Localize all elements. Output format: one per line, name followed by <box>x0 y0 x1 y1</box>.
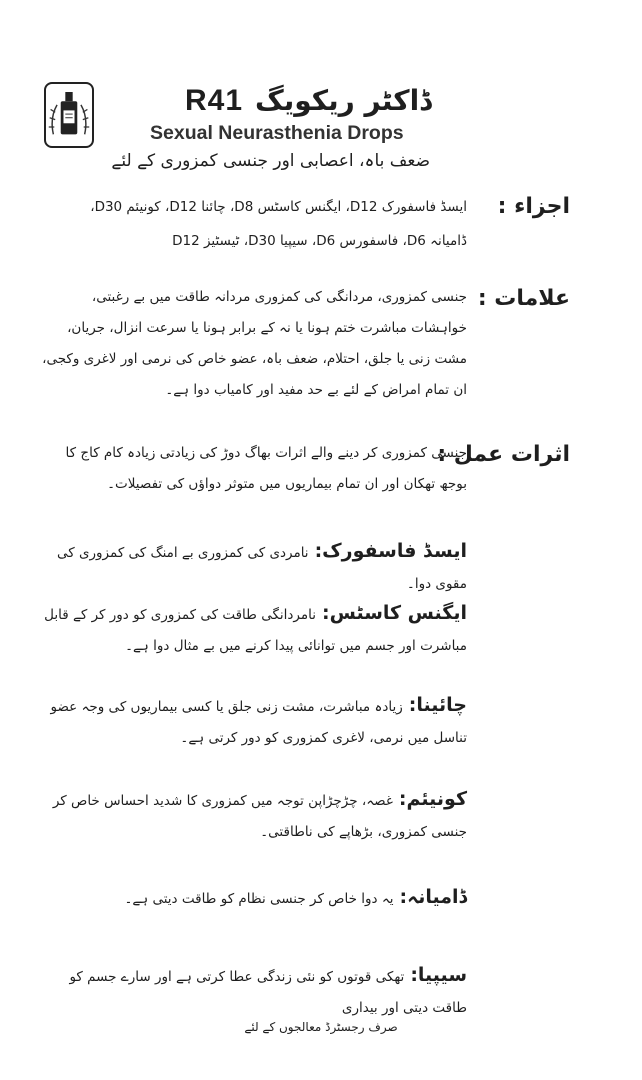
effects-text: جنسی کمزوری کر دینے والے اثرات بھاگ دوڑ کی زیادتی زیادہ کام کاج کا بوجھ تھکان اور ان تمام بیماریوں میں متوثر دواؤں کی تفصیلات۔ <box>65 445 467 492</box>
remedy-name: ایگنس کاسٹس: <box>321 602 467 624</box>
effects-label: اثرات عمل : <box>437 442 570 467</box>
remedy-name: کونیئم: <box>398 788 467 810</box>
remedy-text: یہ دوا خاص کر جنسی نظام کو طاقت دیتی ہے۔ <box>124 891 394 907</box>
remedy-text: غصہ، چڑچڑاپن توجہ میں کمزوری کا شدید احساس خاص کر جنسی کمزوری، بڑھاپے کی ناطاقتی۔ <box>52 793 467 840</box>
remedy-china <box>37 690 467 754</box>
subtitle-english: Sexual Neurasthenia Drops <box>150 122 404 144</box>
remedy-conium <box>37 784 467 848</box>
remedy-damiana <box>37 882 467 915</box>
remedy-name: چائینا: <box>408 694 467 716</box>
bottle-logo-icon <box>46 84 92 146</box>
ingredients-line-2: ڈامیانہ D6، فاسفورس D6، سیپیا D30، ٹیسٹیز D12 <box>172 233 467 249</box>
ingredients-line-1: ایسڈ فاسفورک D12، ایگنس کاسٹس D8، چائنا D12، کونیئم D30، <box>90 199 467 215</box>
footer-note: صرف رجسٹرڈ معالجوں کے لئے <box>244 1020 398 1034</box>
remedy-text: نامردی کی کمزوری بے امنگ کی کمزوری کی مقوی دوا۔ <box>56 545 467 592</box>
remedy-text: تھکی قوتوں کو نئی زندگی عطا کرتی ہے اور سارے جسم کو طاقت دیتی اور بیداری <box>69 969 467 1016</box>
remedy-sepia <box>37 960 467 1024</box>
subtitle-urdu: ضعف باہ، اعصابی اور جنسی کمزوری کے لئے <box>111 151 430 171</box>
remedy-acid-phos <box>37 536 467 600</box>
remedy-text: زیادہ مباشرت، مشت زنی جلق یا کسی بیماریوں کی وجہ عضو تناسل میں نرمی، لاغری کمزوری کو دور کرتی ہے۔ <box>50 699 467 746</box>
product-code: R41 <box>185 84 244 117</box>
remedy-text: نامردانگی طاقت کی کمزوری کو دور کر کے قابل مباشرت اور جسم میں توانائی پیدا کرنے میں بے مثال دوا ہے۔ <box>44 607 467 654</box>
brand-logo <box>44 82 94 148</box>
remedy-name: ڈامیانہ: <box>399 886 467 908</box>
symptoms-label: علامات : <box>477 286 570 311</box>
remedy-name: ایسڈ فاسفورک: <box>314 540 467 562</box>
ingredients-label: اجزاء : <box>497 194 570 219</box>
symptoms-text: جنسی کمزوری، مردانگی کی کمزوری مردانہ طاقت میں بے رغبتی، خواہشات مباشرت ختم ہونا یا نہ کے برابر ہونا یا سرعت انزال، جریان، مشت زنی یا جلق، احتلام، ضعف باہ، عضو خاص کی نرمی اور لاغری وکجی، ان تمام امراض کے لئے بے حد مفید اور کامیاب دوا ہے۔ <box>42 289 467 398</box>
remedy-agnus-castus <box>37 598 467 662</box>
remedy-name: سیپیا: <box>410 964 467 986</box>
title-urdu: ڈاکٹر ریکویگ <box>255 84 432 117</box>
